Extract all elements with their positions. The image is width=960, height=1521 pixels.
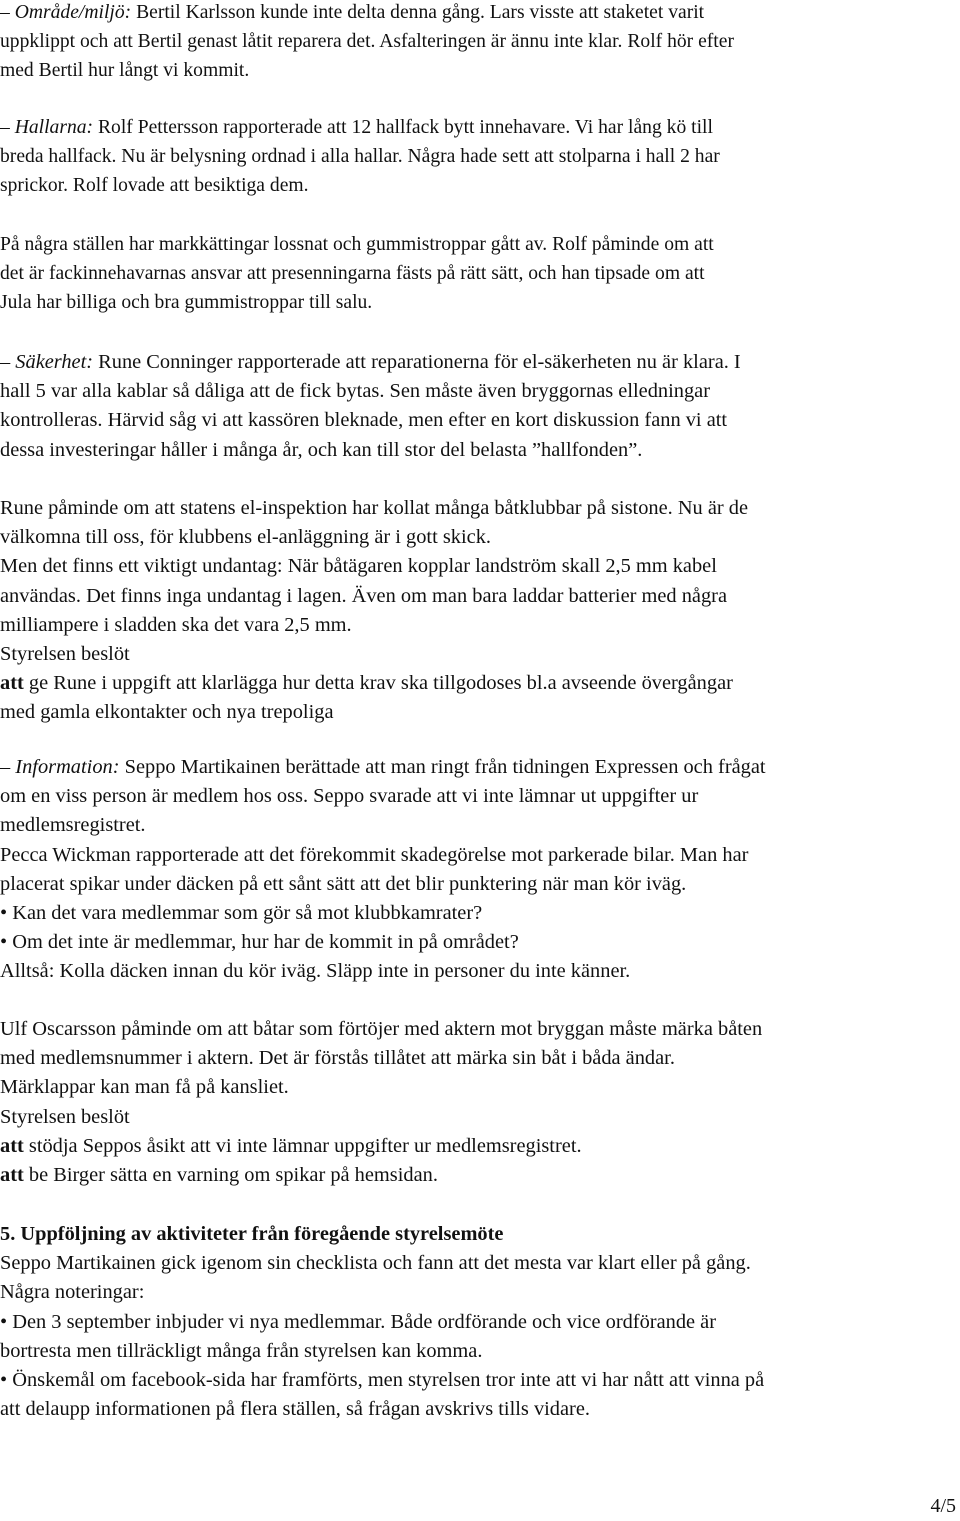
section-heading: 5. Uppföljning av aktiviteter från föregående styrelsemöte — [0, 1223, 504, 1245]
text-line: placerat spikar under däcken på ett sånt sätt att det blir punktering när man kör iväg. — [0, 872, 687, 895]
section-sakerhet — [0, 348, 958, 465]
text-line: Jula har billiga och bra gummistroppar till salu. — [0, 292, 373, 314]
text-line: Alltså: Kolla däcken innan du kör iväg. Släpp inte in personer du inte känner. — [0, 960, 631, 983]
text-line: användas. Det finns inga undantag i lagen. Även om man bara laddar batterier med några — [0, 584, 727, 607]
text-line: med medlemsnummer i aktern. Det är förstås tillåtet att märka sin båt i båda ändar. — [0, 1047, 675, 1070]
topic-label: Säkerhet: — [15, 351, 94, 373]
decision-att: att — [0, 1163, 24, 1186]
topic-label: Information: — [15, 756, 120, 778]
section-information — [0, 753, 958, 987]
text-line: Seppo Martikainen gick igenom sin checklista och fann att det mesta var klart eller på gång. — [0, 1252, 751, 1275]
text-line: hall 5 var alla kablar så dåliga att de fick bytas. Sen måste även bryggornas elledningar — [0, 380, 711, 403]
text-line: – Säkerhet: Rune Conninger rapporterade att reparationerna för el-säkerheten nu är klara. I — [0, 351, 741, 373]
text-line: dessa investeringar håller i många år, och kan till stor del belasta ”hallfonden”. — [0, 438, 643, 461]
bullet-item: • Önskemål om facebook-sida har framförts, men styrelsen tror inte att vi har nått att vinna på — [0, 1368, 765, 1391]
text-line: det är fackinnehavarnas ansvar att presenningarna fästs på rätt sätt, och han tipsade om att — [0, 263, 705, 285]
text-line: bortresta men tillräckligt många från styrelsen kan komma. — [0, 1339, 483, 1362]
text-line: Pecca Wickman rapporterade att det förekommit skadegörelse mot parkerade bilar. Man har — [0, 843, 749, 866]
text-line: Men det finns ett viktigt undantag: När båtägaren kopplar landström skall 2,5 mm kabel — [0, 555, 717, 578]
text-line: breda hallfack. Nu är belysning ordnad i alla hallar. Några hade sett att stolparna i hall 2 har — [0, 146, 720, 168]
text-line: – Hallarna: Rolf Pettersson rapporterade att 12 hallfack bytt innehavare. Vi har lång kö till — [0, 117, 713, 138]
decision-item: att stödja Seppos åsikt att vi inte lämnar uppgifter ur medlemsregistret. — [0, 1134, 582, 1157]
text-line: att delaupp informationen på flera ställen, så frågan avskrivs tills vidare. — [0, 1398, 590, 1421]
topic-label: Hallarna: — [14, 117, 94, 138]
text-line: kontrolleras. Härvid såg vi att kassören bleknade, men efter en kort diskussion fann vi att — [0, 409, 728, 432]
section-hallarna — [0, 113, 958, 201]
text-line: medlemsregistret. — [0, 814, 146, 837]
decision-item: att be Birger sätta en varning om spikar på hemsidan. — [0, 1163, 438, 1186]
text-line: – Information: Seppo Martikainen berättade att man ringt från tidningen Expressen och frågat — [0, 756, 766, 778]
text-line: om en viss person är medlem hos oss. Seppo svarade att vi inte lämnar ut uppgifter ur — [0, 785, 699, 808]
bullet-item: • Kan det vara medlemmar som gör så mot klubbkamrater? — [0, 901, 483, 924]
decision-label: Styrelsen beslöt — [0, 642, 130, 665]
decision-att: att — [0, 672, 24, 695]
text-line: På några ställen har markkättingar lossnat och gummistroppar gått av. Rolf påminde om att — [0, 234, 714, 255]
section-omrade — [0, 0, 958, 86]
text-line: med Bertil hur långt vi kommit. — [0, 60, 250, 82]
text-line: milliampere i sladden ska det vara 2,5 mm. — [0, 613, 352, 636]
text-line: Rune påminde om att statens el-inspektion har kollat många båtklubbar på sistone. Nu är de — [0, 497, 749, 519]
section-uppfoljning — [0, 1220, 958, 1424]
paragraph-el-inspektion — [0, 494, 958, 728]
bullet-item: • Den 3 september inbjuder vi nya medlemmar. Både ordförande och vice ordförande är — [0, 1310, 717, 1333]
text-line: uppklippt och att Bertil genast låtit reparera det. Asfalteringen är ännu inte klar. Rolf hör efter — [0, 31, 734, 53]
text-line: sprickor. Rolf lovade att besiktiga dem. — [0, 175, 309, 197]
text-line: Märklappar kan man få på kansliet. — [0, 1076, 289, 1099]
text-line: Ulf Oscarsson påminde om att båtar som förtöjer med aktern mot bryggan måste märka båten — [0, 1018, 763, 1040]
text-line: Några noteringar: — [0, 1281, 145, 1304]
paragraph-medlemsnummer — [0, 1015, 958, 1190]
text-line: – Område/miljö: Bertil Karlsson kunde inte delta denna gång. Lars visste att staketet varit — [0, 2, 705, 23]
paragraph-markkattingar — [0, 230, 958, 318]
decision-label: Styrelsen beslöt — [0, 1105, 130, 1128]
decision-item: att ge Rune i uppgift att klarlägga hur detta krav ska tillgodoses bl.a avseende övergångar — [0, 672, 733, 695]
page-number: 4/5 — [930, 1495, 956, 1517]
topic-label: Område/miljö: — [14, 2, 132, 23]
decision-att: att — [0, 1134, 24, 1157]
text-line: med gamla elkontakter och nya trepoliga — [0, 701, 334, 724]
text-line: välkomna till oss, för klubbens el-anläggning är i gott skick. — [0, 526, 491, 549]
bullet-item: • Om det inte är medlemmar, hur har de kommit in på området? — [0, 931, 519, 954]
